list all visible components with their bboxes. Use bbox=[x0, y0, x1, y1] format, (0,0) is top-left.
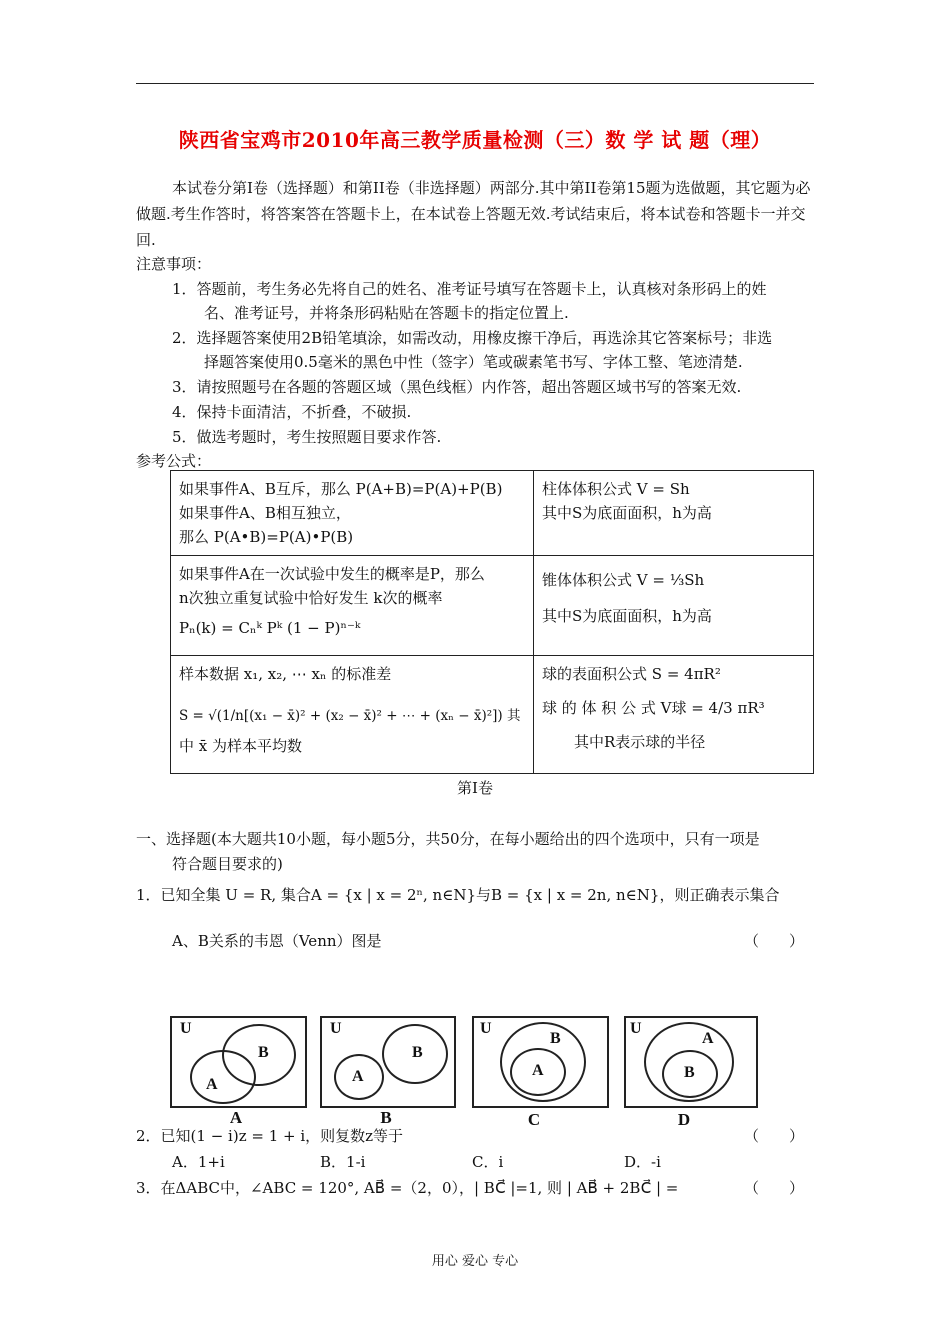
q2-option-c: C．i bbox=[472, 1153, 504, 1171]
q2-option-d: D．-i bbox=[624, 1153, 661, 1171]
note-item: 择题答案使用0.5毫米的黑色中性（签字）笔或碳素笔书写、字体工整、笔迹清楚. bbox=[204, 353, 743, 371]
formula-line: 其中S为底面面积，h为高 bbox=[542, 607, 712, 625]
note-item: 2．选择题答案使用2B铅笔填涂，如需改动，用橡皮擦干净后，再选涂其它答案标号；非选 bbox=[172, 329, 773, 347]
formula-cell-prism bbox=[534, 471, 814, 556]
set-b-label: B bbox=[258, 1044, 269, 1061]
note-item: 名、准考证号，并将条形码粘贴在答题卡的指定位置上. bbox=[204, 304, 569, 322]
option-caption: D bbox=[677, 1110, 691, 1129]
formula-line: S = √(1/n[(x₁ − x̄)² + (x₂ − x̄)² + ⋯ + (xₙ − x̄)²]) 其 bbox=[179, 708, 521, 724]
note-item: 1．答题前，考生务必先将自己的姓名、准考证号填写在答题卡上，认真核对条形码上的姓 bbox=[172, 280, 767, 298]
q3-stem: 3．在ΔABC中，∠ABC = 120°, AB⃗ =（2，0），| BC⃗ |=1, 则 | AB⃗ + 2BC⃗ | = bbox=[136, 1179, 679, 1197]
option-caption: C bbox=[527, 1110, 541, 1129]
formula-line: 柱体体积公式 V = Sh bbox=[542, 480, 690, 498]
formula-line: 如果事件A、B相互独立， bbox=[179, 504, 351, 522]
formula-line: Pₙ(k) = Cₙᵏ Pᵏ (1 − P)ⁿ⁻ᵏ bbox=[179, 619, 361, 637]
universal-label: U bbox=[630, 1020, 642, 1037]
part1-heading-cont: 符合题目要求的) bbox=[172, 855, 283, 873]
formula-table bbox=[170, 470, 814, 774]
set-b-label: B bbox=[550, 1030, 561, 1047]
formula-line: n次独立重复试验中恰好发生 k次的概率 bbox=[179, 589, 443, 607]
universal-label: U bbox=[330, 1020, 342, 1037]
page-title: 陕西省宝鸡市2010年高三教学质量检测（三）数 学 试 题（理） bbox=[178, 128, 772, 152]
page-footer: 用心 爱心 专心 bbox=[431, 1254, 519, 1269]
set-b-label: B bbox=[412, 1044, 423, 1061]
formula-line: 中 x̄ 为样本平均数 bbox=[179, 737, 302, 755]
part1-heading: 一、选择题(本大题共10小题，每小题5分，共50分，在每小题给出的四个选项中，只有一项是 bbox=[136, 830, 760, 848]
section-label: 第Ⅰ卷 bbox=[457, 779, 493, 797]
q2-option-a: A．1+i bbox=[172, 1153, 225, 1171]
note-item: 3．请按照题号在各题的答题区域（黑色线框）内作答，超出答题区域书写的答案无效. bbox=[172, 378, 742, 396]
universal-label: U bbox=[480, 1020, 492, 1037]
inner-set-label: B bbox=[684, 1064, 695, 1081]
q3-answer-paren: （ ） bbox=[744, 1179, 805, 1197]
formula-cell-sphere bbox=[534, 656, 814, 774]
formula-cell-pyramid bbox=[534, 556, 814, 656]
formula-line: 其中S为底面面积，h为高 bbox=[542, 504, 712, 522]
option-caption: A bbox=[229, 1108, 243, 1127]
formula-line: 如果事件A在一次试验中发生的概率是P，那么 bbox=[179, 565, 485, 583]
universal-label: U bbox=[180, 1020, 192, 1037]
formula-line: 球 的 体 积 公 式 V球 = 4/3 πR³ bbox=[542, 699, 765, 717]
header-rule bbox=[136, 83, 814, 84]
formula-cell-stddev bbox=[171, 656, 534, 774]
note-item: 4．保持卡面清洁，不折叠，不破损. bbox=[172, 403, 412, 421]
note-item: 5．做选考题时，考生按照题目要求作答. bbox=[172, 428, 442, 446]
formula-line: 如果事件A、B互斥，那么 P(A+B)=P(A)+P(B) bbox=[179, 480, 503, 498]
q2-option-b: B．1-i bbox=[320, 1153, 366, 1171]
formulas-heading: 参考公式： bbox=[136, 452, 212, 470]
formula-line: 那么 P(A•B)=P(A)•P(B) bbox=[179, 528, 354, 546]
formula-line: 其中R表示球的半径 bbox=[574, 733, 706, 751]
set-a-label: A bbox=[206, 1076, 218, 1093]
q1-stem: 1．已知全集 U = R, 集合A = {x | x = 2ⁿ, n∈N}与B = {x | x = 2n, n∈N}，则正确表示集合 bbox=[136, 886, 780, 904]
set-a-label: A bbox=[532, 1062, 544, 1079]
formula-line: 样本数据 x₁, x₂, ⋯ xₙ 的标准差 bbox=[179, 665, 392, 683]
formula-cell-binomial bbox=[171, 556, 534, 656]
formula-line: 球的表面积公式 S = 4πR² bbox=[542, 665, 721, 683]
option-caption: B bbox=[380, 1108, 392, 1127]
intro-paragraph: 本试卷分第Ⅰ卷（选择题）和第II卷（非选择题）两部分.其中第II卷第15题为选做题，其它题为必做题.考生作答时，将答案答在答题卡上，在本试卷上答题无效.考试结束后，将本试卷和答题卡一并交回. bbox=[136, 179, 811, 249]
formula-cell-probability bbox=[171, 471, 534, 556]
formula-line: 锥体体积公式 V = ⅓Sh bbox=[542, 571, 705, 589]
q1-answer-paren: （ ） bbox=[744, 932, 805, 950]
set-a-label: A bbox=[352, 1068, 364, 1085]
q2-stem: 2．已知(1 − i)z = 1 + i，则复数z等于 bbox=[136, 1127, 404, 1145]
notes-heading: 注意事项： bbox=[136, 255, 212, 273]
q2-answer-paren: （ ） bbox=[744, 1127, 805, 1145]
outer-set-label: A bbox=[702, 1030, 714, 1047]
q1-stem-cont: A、B关系的韦恩（Venn）图是 bbox=[172, 932, 382, 950]
